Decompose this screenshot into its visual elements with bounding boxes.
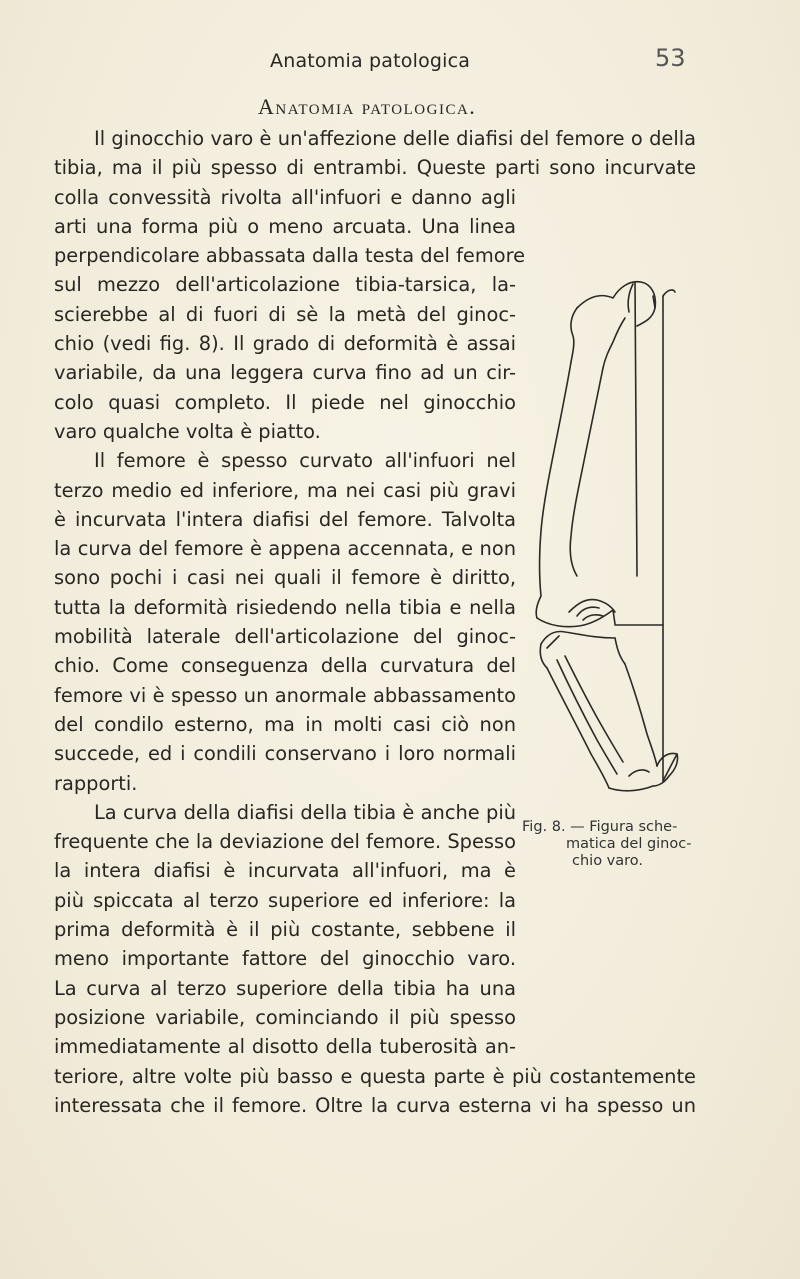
text-line: arti una forma più o meno arcuata. Una linea bbox=[54, 214, 516, 238]
knee-varus-schematic-icon bbox=[525, 276, 715, 796]
text-line: La curva della diafisi della tibia è anche più bbox=[94, 800, 516, 824]
text-line: sul mezzo dell'articolazione tibia-tarsica, la- bbox=[54, 273, 516, 297]
running-head: Anatomia patologica bbox=[270, 50, 471, 72]
text-line: del condilo esterno, ma in molti casi ciò non bbox=[54, 712, 516, 736]
text-line: immediatamente al disotto della tuberosità an- bbox=[54, 1035, 516, 1059]
text-line: perpendicolare abbassata dalla testa del femore bbox=[54, 244, 526, 268]
body-text-bottom bbox=[54, 1062, 696, 1121]
body-text-side bbox=[54, 183, 526, 1062]
text-line: varo qualche volta è piatto. bbox=[54, 419, 321, 443]
text-line: la intera diafisi è incurvata all'infuori, ma è bbox=[54, 859, 516, 883]
text-line: Il femore è spesso curvato all'infuori nel bbox=[94, 449, 516, 473]
section-title: Anatomia patologica. bbox=[258, 94, 477, 119]
text-line: meno importante fattore del ginocchio varo. bbox=[54, 947, 516, 971]
text-line: Il ginocchio varo è un'affezione delle diafisi del femore o della bbox=[94, 127, 696, 150]
text-line: rapporti. bbox=[54, 771, 138, 795]
text-line: è incurvata l'intera diafisi del femore. Talvolta bbox=[54, 507, 516, 531]
body-text-top bbox=[54, 124, 696, 183]
text-line: terzo medio ed inferiore, ma nei casi più gravi bbox=[54, 478, 516, 502]
caption-line: chio varo. bbox=[572, 853, 644, 869]
text-line: colo quasi completo. Il piede nel ginocchio bbox=[54, 390, 516, 414]
text-line: sono pochi i casi nei quali il femore è diritto, bbox=[54, 566, 516, 590]
text-line: interessata che il femore. Oltre la curva esterna vi ha spesso un bbox=[54, 1093, 696, 1117]
text-line: femore vi è spesso un anormale abbassamento bbox=[54, 683, 516, 707]
text-line: La curva al terzo superiore della tibia ha una bbox=[54, 976, 516, 1000]
text-line: la curva del femore è appena accennata, e non bbox=[54, 537, 516, 561]
text-line: più spiccata al terzo superiore ed inferiore: la bbox=[54, 888, 516, 912]
text-line: succede, ed i condili conservano i loro normali bbox=[54, 742, 516, 766]
caption-line: matica del ginoc- bbox=[566, 836, 692, 852]
text-line: scierebbe al di fuori di sè la metà del ginoc- bbox=[54, 302, 516, 326]
caption-line: Fig. 8. — Figura sche- bbox=[522, 819, 678, 835]
text-line: chio. Come conseguenza della curvatura del bbox=[54, 654, 516, 678]
text-line: chio (vedi fig. 8). Il grado di deformità è assai bbox=[54, 332, 516, 356]
page-number: 53 bbox=[655, 44, 686, 72]
text-line: frequente che la deviazione del femore. Spesso bbox=[54, 830, 516, 854]
text-line: prima deformità è il più costante, sebbene il bbox=[54, 918, 516, 942]
text-line: variabile, da una leggera curva fino ad un cir- bbox=[54, 361, 516, 385]
figure-caption bbox=[522, 819, 722, 870]
text-line: teriore, altre volte più basso e questa parte è più costantemente bbox=[54, 1064, 696, 1088]
text-line: posizione variabile, cominciando il più spesso bbox=[54, 1005, 516, 1029]
text-line: mobilità laterale dell'articolazione del ginoc- bbox=[54, 625, 516, 649]
text-line: tibia, ma il più spesso di entrambi. Queste parti sono incurvate bbox=[54, 156, 696, 180]
text-line: colla convessità rivolta all'infuori e danno agli bbox=[54, 185, 516, 209]
text-line: tutta la deformità risiedendo nella tibia e nella bbox=[54, 595, 516, 619]
